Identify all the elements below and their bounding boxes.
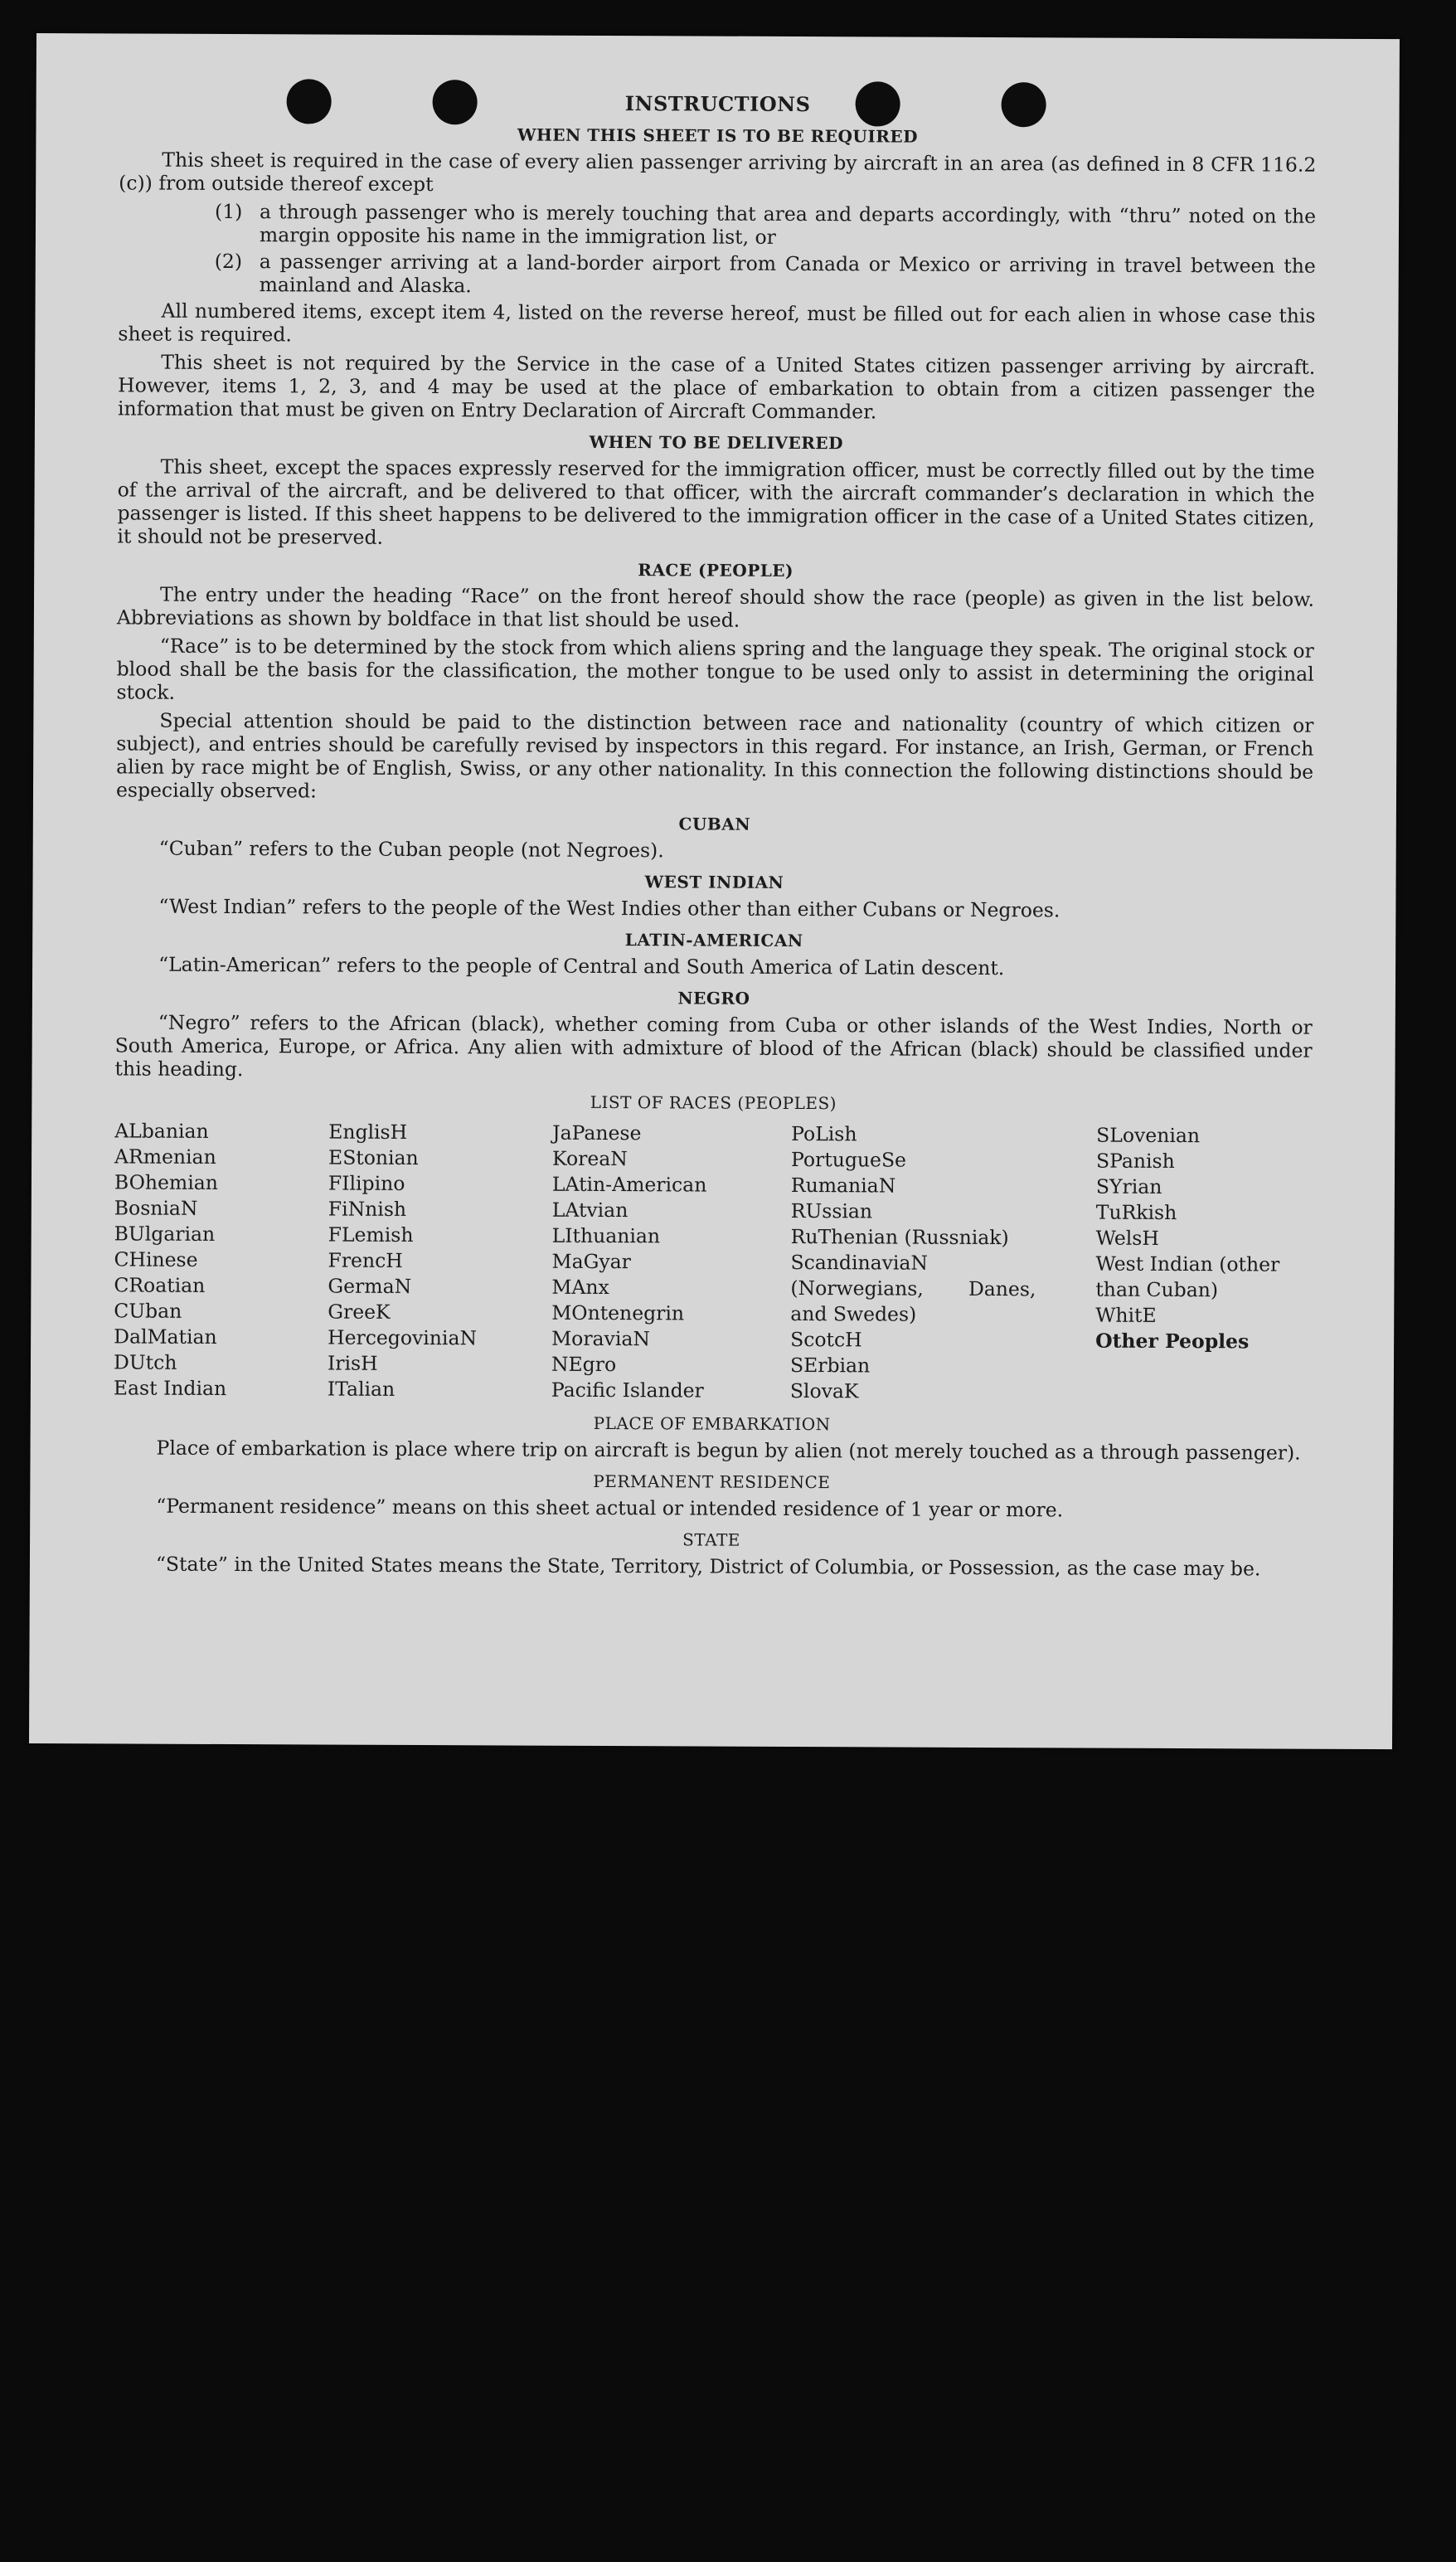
- section-heading-when-delivered: WHEN TO BE DELIVERED: [589, 431, 843, 454]
- race-entry: HercegoviniaN: [328, 1325, 478, 1350]
- race-entry: FrencH: [328, 1248, 403, 1272]
- race-entry: FLemish: [328, 1223, 414, 1247]
- race-entry: KoreaN: [552, 1146, 628, 1171]
- race-entry: DUtch: [113, 1350, 177, 1374]
- race-entry: ITalian: [327, 1377, 396, 1401]
- race-entry: FIlipino: [328, 1171, 405, 1195]
- race-entry: ALbanian: [114, 1119, 209, 1143]
- race-column: [1095, 1123, 1312, 1407]
- section-heading-list-of-races: LIST OF RACES (PEOPLES): [590, 1091, 837, 1114]
- race-entry: Pacific Islander: [551, 1378, 704, 1403]
- section-heading-latin-american: LATIN-AMERICAN: [624, 930, 803, 951]
- race-entry: PoLish: [791, 1121, 857, 1146]
- paragraph: The entry under the heading “Race” on the front hereof should show the race (people) as given in the list below. Abbreviations as shown by boldface in that list should be used.: [116, 582, 1315, 632]
- section-heading-residence: PERMANENT RESIDENCE: [593, 1471, 831, 1493]
- paragraph: All numbered items, except item 4, listed on the reverse hereof, must be filled out for each alien in whose case this sheet is required.: [118, 299, 1316, 347]
- race-entry: PortugueSe: [791, 1147, 907, 1172]
- list-item-number: (2): [214, 249, 243, 274]
- document-sheet: [29, 33, 1400, 1749]
- race-entry: CUban: [114, 1299, 182, 1323]
- race-entry: SErbian: [789, 1353, 871, 1378]
- paragraph: Place of embarkation is place where trip on aircraft is begun by alien (not merely touched as a through passenger).: [156, 1436, 1301, 1465]
- race-entry: LAtin-American: [551, 1172, 707, 1197]
- race-entry: ARmenian: [114, 1145, 216, 1169]
- section-heading-negro: NEGRO: [677, 988, 750, 1009]
- race-entry: GermaN: [328, 1274, 412, 1298]
- section-heading-state: STATE: [682, 1529, 741, 1550]
- race-entry: ScandinaviaN (Norwegians, Danes, and Swedes): [790, 1250, 1036, 1326]
- race-entry: LIthuanian: [551, 1223, 661, 1248]
- section-heading-west-indian: WEST INDIAN: [644, 872, 784, 892]
- race-entry: MaGyar: [551, 1249, 631, 1274]
- race-column: [551, 1121, 791, 1404]
- race-entry: TuRkish: [1095, 1200, 1177, 1225]
- race-entry: EStonian: [328, 1145, 419, 1170]
- race-entry: JaPanese: [552, 1121, 642, 1145]
- section-heading-embarkation: PLACE OF EMBARKATION: [593, 1412, 831, 1435]
- paragraph: This sheet is required in the case of every alien passenger arriving by aircraft in an area (as defined in 8 CFR 116.2 (c)) from outside thereof except: [119, 148, 1317, 197]
- race-entry: FiNnish: [328, 1197, 407, 1221]
- race-entry: LAtvian: [551, 1198, 629, 1223]
- paragraph: “State” in the United States means the State, Territory, District of Columbia, or Possession, as the case may be.: [155, 1552, 1261, 1581]
- race-entry: RumaniaN: [790, 1173, 896, 1198]
- race-entry: RUssian: [790, 1198, 873, 1223]
- paragraph: “Negro” refers to the African (black), whether coming from Cuba or other islands of the West Indies, North or South America, Europe, or Africa. Any alien with admixture of blood of the African (black) should be classified under this heading.: [114, 1010, 1313, 1082]
- list-item-number: (1): [215, 199, 243, 224]
- paragraph: This sheet, except the spaces expressly reserved for the immigration officer, must be correctly filled out by the time of the arrival of the aircraft, and be delivered to that officer, with the aircraft commander’s declaration in which the passenger is listed. If this sheet happens to be delivered to the immigration officer in the case of a United States citizen, it should not be preserved.: [117, 455, 1315, 549]
- race-entry: West Indian (other than Cuban): [1095, 1252, 1280, 1302]
- race-entry: BUlgarian: [114, 1222, 216, 1246]
- document-content: [113, 90, 1317, 1585]
- race-entry: BOhemian: [114, 1170, 218, 1194]
- section-heading-race: RACE (PEOPLE): [638, 560, 794, 581]
- race-entry: IrisH: [327, 1351, 378, 1375]
- race-entry: Other Peoples: [1095, 1329, 1250, 1354]
- race-entry: MOntenegrin: [551, 1300, 685, 1325]
- race-entry: RuThenian (Russniak): [790, 1224, 1009, 1250]
- race-entry: CRoatian: [114, 1273, 206, 1297]
- definition-text: “Permanent residence” means on this sheet actual or intended residence of 1 year or more.: [156, 1494, 1064, 1522]
- list-item-text: a through passenger who is merely touching that area and departs accordingly, with “thru” noted on the margin opposite his name in the immigration list, or: [259, 200, 1317, 249]
- race-list: [114, 1118, 1312, 1406]
- race-column: [328, 1120, 552, 1403]
- race-entry: East Indian: [113, 1376, 227, 1401]
- race-entry: SYrian: [1095, 1174, 1162, 1198]
- race-column: [114, 1118, 328, 1402]
- document-title: INSTRUCTIONS: [624, 91, 811, 117]
- race-entry: MoraviaN: [551, 1326, 651, 1351]
- section-heading-when-required: WHEN THIS SHEET IS TO BE REQUIRED: [517, 124, 919, 147]
- race-entry: NEgro: [551, 1352, 617, 1377]
- race-entry: GreeK: [328, 1300, 391, 1324]
- race-entry: CHinese: [114, 1247, 198, 1271]
- race-entry: SlovaK: [789, 1378, 859, 1403]
- race-entry: BosniaN: [114, 1196, 198, 1220]
- paragraph: This sheet is not required by the Service in the case of a United States citizen passenger arriving by aircraft. However, items 1, 2, 3, and 4 may be used at the place of embarkation to obtain from a citizen passenger the information that must be given on Entry Declaration of Aircraft Commander.: [117, 350, 1316, 424]
- section-heading-cuban: CUBAN: [678, 814, 751, 834]
- race-entry: SPanish: [1096, 1149, 1175, 1174]
- race-entry: WhitE: [1095, 1303, 1157, 1327]
- race-column: [790, 1121, 1096, 1406]
- list-item-text: a passenger arriving at a land-border airport from Canada or Mexico or arriving in travel between the mainland and Alaska.: [259, 250, 1316, 298]
- paragraph: “Race” is to be determined by the stock from which aliens spring and the language they speak. The original stock or blood shall be the basis for the classification, the mother tongue to be used only to assist in determining the original stock.: [116, 634, 1314, 704]
- race-entry: ScotcH: [790, 1327, 862, 1352]
- definition-text: “Cuban” refers to the Cuban people (not Negroes).: [158, 836, 664, 863]
- paragraph: Special attention should be paid to the distinction between race and nationality (country of which citizen or subject), and entries should be carefully revised by inspectors in this regard. For instance, an Irish, German, or French alien by race might be of English, Swiss, or any other nationality. In this connection the following distinctions should be especially observed:: [115, 708, 1314, 803]
- definition-text: “West Indian” refers to the people of the West Indies other than either Cubans or Negroes.: [158, 894, 1060, 922]
- race-entry: MAnx: [551, 1275, 609, 1300]
- race-entry: SLovenian: [1096, 1123, 1201, 1148]
- race-entry: WelsH: [1095, 1226, 1159, 1250]
- race-entry: EnglisH: [328, 1120, 408, 1144]
- list-item: [119, 249, 1316, 300]
- definition-text: “Latin-American” refers to the people of Central and South America of Latin descent.: [158, 952, 1005, 980]
- list-item: [119, 199, 1316, 250]
- race-entry: DalMatian: [114, 1325, 217, 1349]
